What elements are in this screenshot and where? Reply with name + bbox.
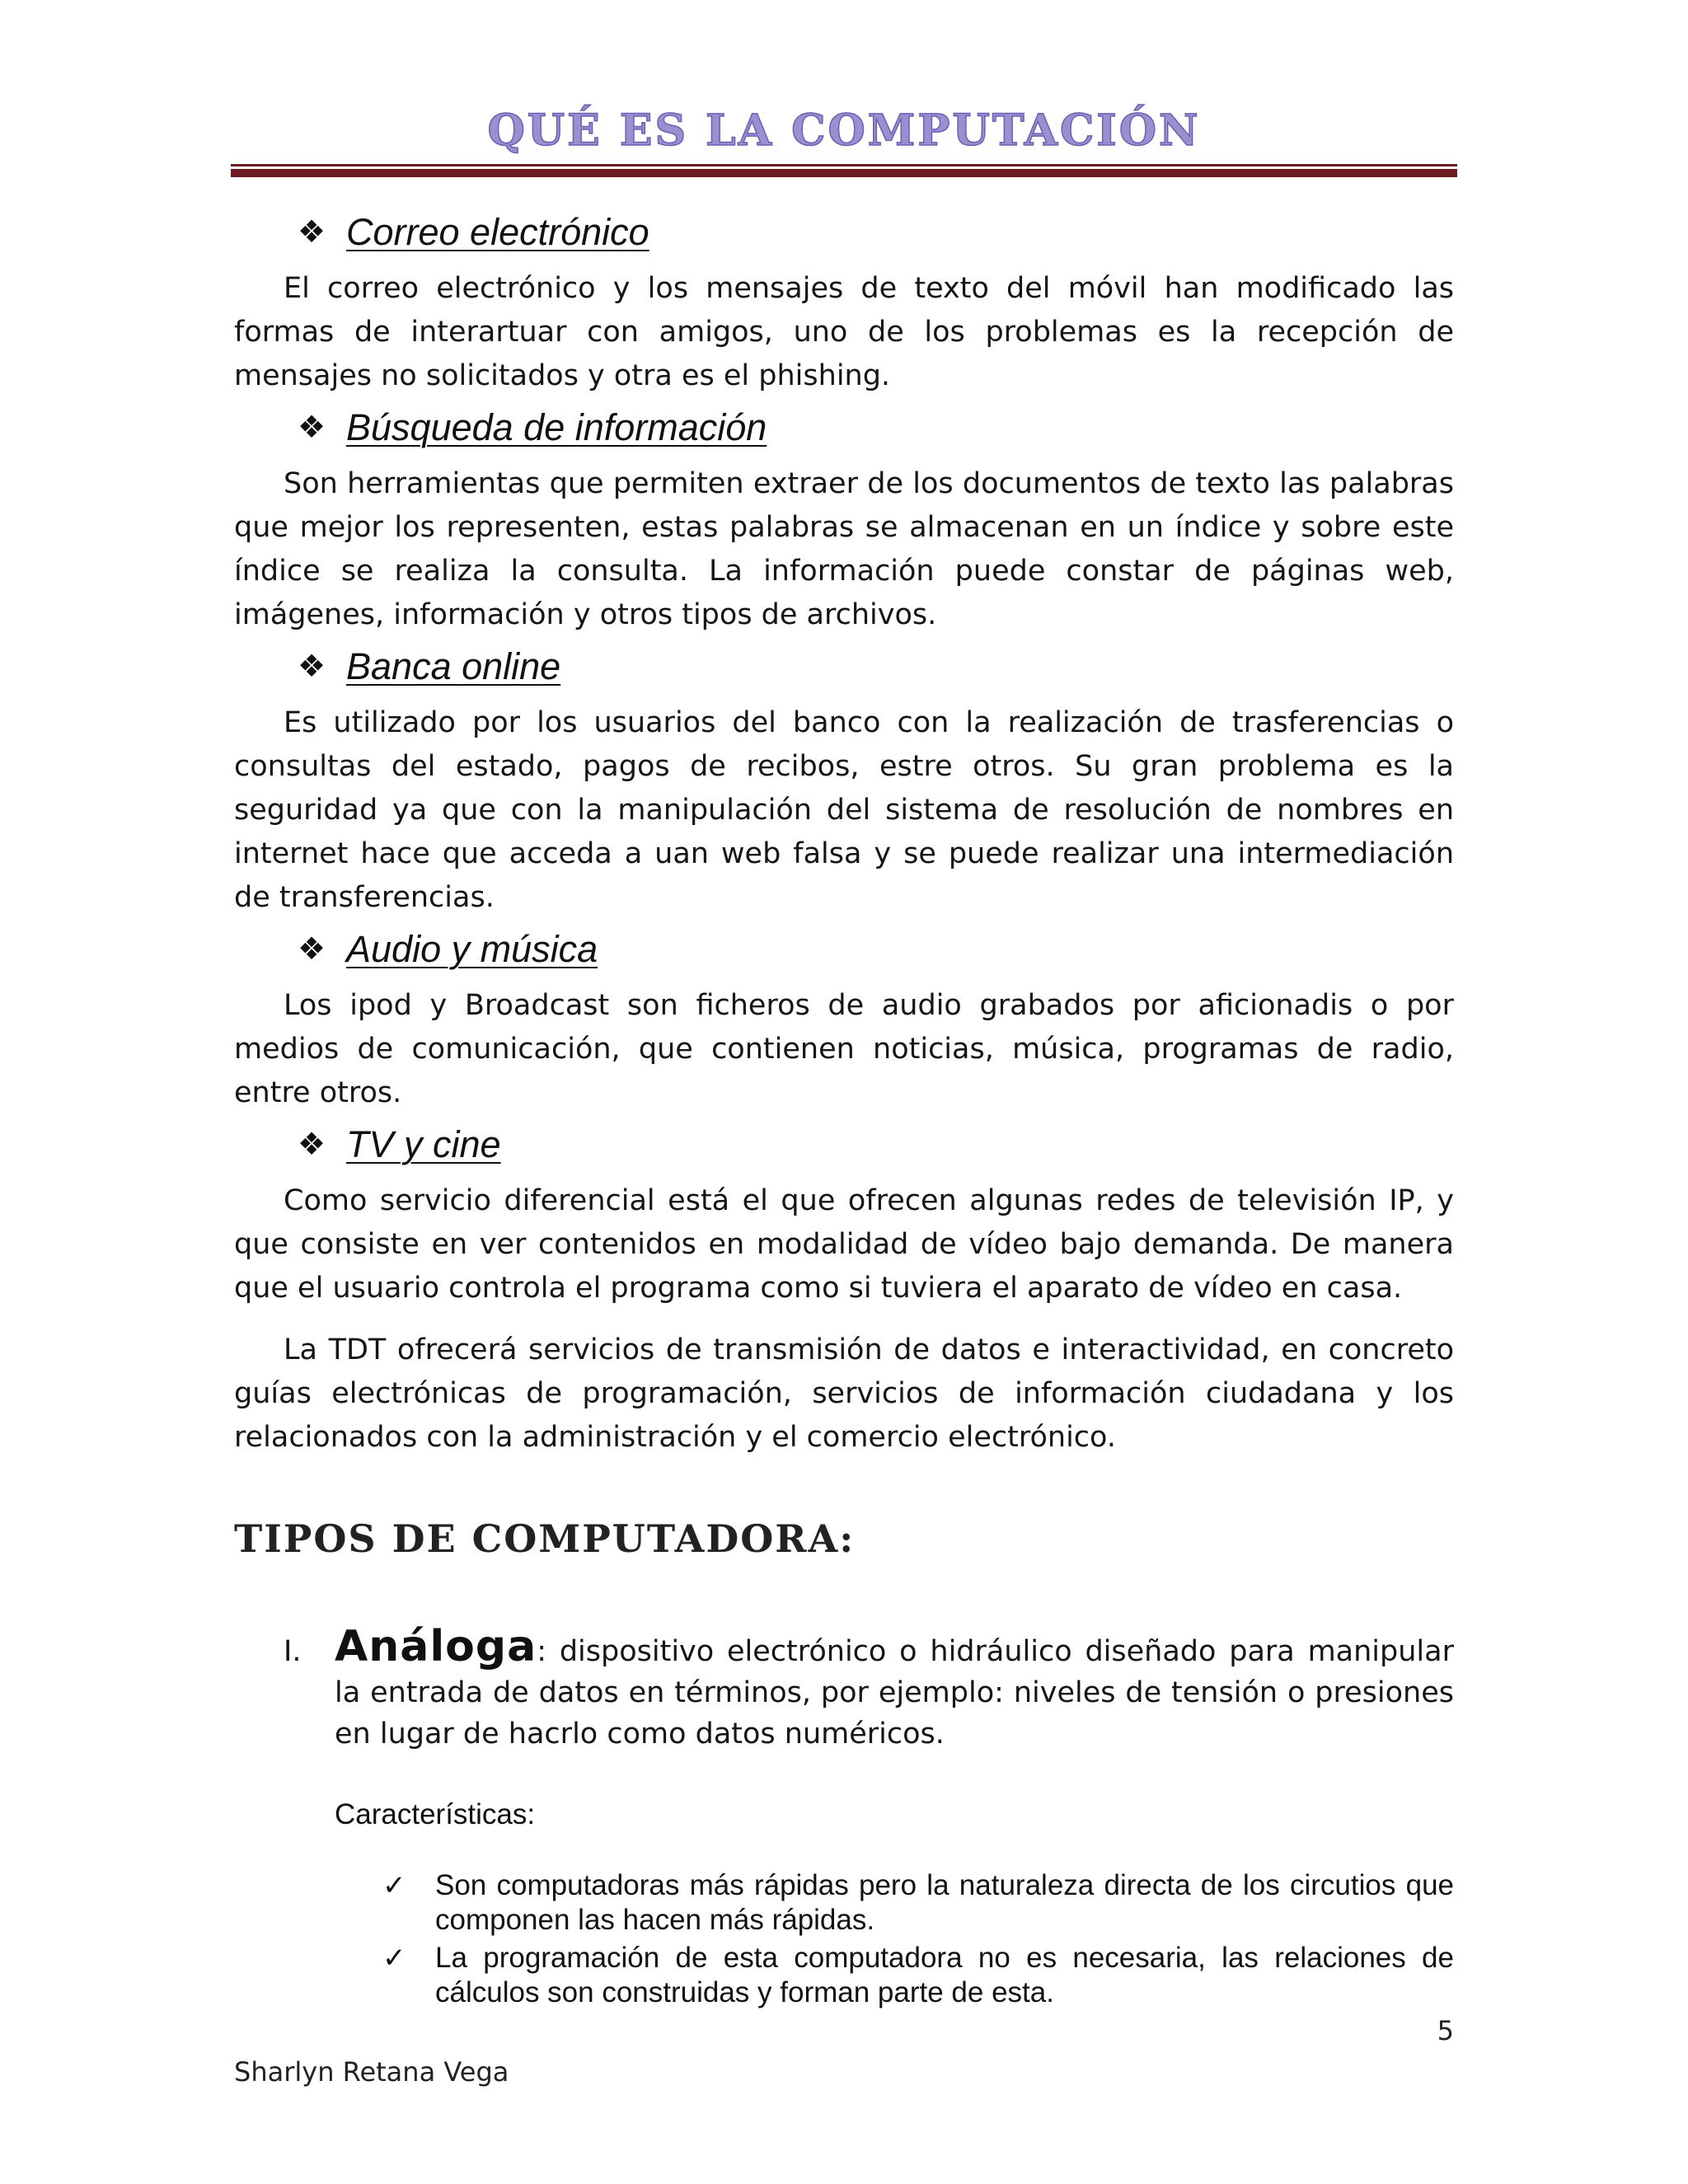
section-heading-text: Búsqueda de información [346,406,767,448]
four-diamond-bullet-icon: ❖ [297,410,326,445]
section-heading-text: Correo electrónico [346,211,649,253]
page-header-title: QUÉ ES LA COMPUTACIÓN [487,105,1201,156]
characteristics-label: Características: [335,1798,536,1830]
section-heading-correo [234,208,1454,257]
paragraph: Son herramientas que permiten extraer de los documentos de texto las palabras que mejor los representen, estas palabras se almacenan en un índice y sobre este índice se realiza la consulta. La información puede constar de páginas web, imágenes, información y otros tipos de archivos. [234,467,1454,631]
header-divider-thick [231,169,1457,177]
footer-author: Sharlyn Retana Vega [234,2056,509,2088]
page-content [234,208,1454,2013]
checkmark-icon: ✓ [382,1870,406,1901]
section-heading-text: Banca online [346,645,561,687]
paragraph: El correo electrónico y los mensajes de texto del móvil han modificado las formas de interartuar con amigos, uno de los problemas es la recepción de mensajes no solicitados y otra es el phishing. [234,272,1454,392]
four-diamond-bullet-icon: ❖ [297,932,326,967]
section-heading-text: TV y cine [346,1123,501,1165]
types-section-title: TIPOS DE COMPUTADORA: [234,1516,856,1561]
computer-type-item [234,1622,1454,1755]
computer-type-definition-text: : dispositivo electrónico o hidráulico diseñado para manipular la entrada de datos en términos, por ejemplo: niveles de tensión o presiones en lugar de hacrlo como datos numéricos. [335,1635,1454,1750]
section-heading-busqueda [234,403,1454,452]
computer-type-term: Análoga [335,1622,537,1671]
computer-type-definition [335,1622,1454,1755]
list-item [382,1941,1454,2010]
characteristic-text: Son computadoras más rápidas pero la naturaleza directa de los circutios que componen las hacen más rápidas. [435,1869,1454,1936]
list-item [382,1868,1454,1938]
four-diamond-bullet-icon: ❖ [297,215,326,250]
paragraph: Es utilizado por los usuarios del banco con la realización de trasferencias o consultas del estado, pagos de recibos, estre otros. Su gran problema es la seguridad ya que con la manipulación del sistema de resolución de nombres en internet hace que acceda a uan web falsa y se puede realizar una intermediación de transferencias. [234,706,1454,914]
section-heading-banca [234,642,1454,691]
page-number: 5 [1437,2015,1454,2046]
characteristic-text: La programación de esta computadora no es necesaria, las relaciones de cálculos son construidas y forman parte de esta. [435,1942,1454,2008]
section-heading-text: Audio y música [346,928,598,970]
section-heading-audio [234,925,1454,974]
four-diamond-bullet-icon: ❖ [297,1127,326,1162]
characteristics-list [382,1868,1454,2010]
paragraph: Como servicio diferencial está el que ofrecen algunas redes de televisión IP, y que consiste en ver contenidos en modalidad de vídeo bajo demanda. De manera que el usuario controla el programa como si tuviera el aparato de vídeo en casa. [234,1184,1454,1305]
four-diamond-bullet-icon: ❖ [297,649,326,684]
roman-numeral: I. [284,1635,302,1668]
header-divider-thin [231,164,1457,166]
paragraph: Los ipod y Broadcast son ficheros de audio grabados por aficionadis o por medios de comunicación, que contienen noticias, música, programas de radio, entre otros. [234,989,1454,1109]
checkmark-icon: ✓ [382,1943,406,1974]
paragraph: La TDT ofrecerá servicios de transmisión de datos e interactividad, en concreto guías electrónicas de programación, servicios de información ciudadana y los relacionados con la administración y el comercio electrónico. [234,1333,1454,1454]
section-heading-tv [234,1120,1454,1169]
